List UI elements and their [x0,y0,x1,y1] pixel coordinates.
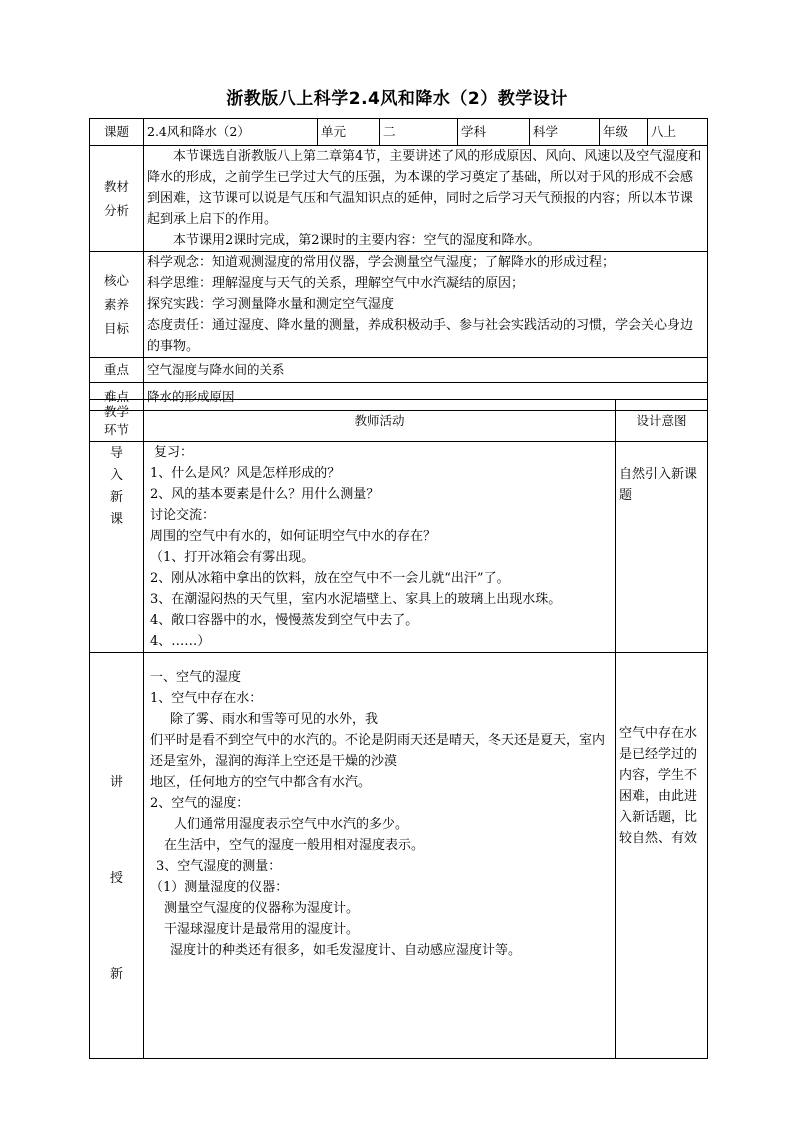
intro-line: 4、敞口容器中的水，慢慢蒸发到空气中去了。 [150,613,419,628]
intro-stage: 导 入 新 课 [90,442,144,653]
lecture-line: 湿度计的种类还有很多，如毛发湿度计、自动感应湿度计等。 [170,943,522,958]
lecture-line: 地区，任何地方的空气中都含有水汽。 [150,775,372,790]
intro-line: 复习： [154,445,194,460]
lecture-line: 3、空气湿度的测量： [156,859,282,874]
key-point-label: 重点 [90,358,144,383]
analysis-label: 教材 分析 [90,146,144,252]
core-content [144,252,708,358]
core-line: 探究实践：学习测量降水量和测定空气湿度 [147,297,395,312]
lecture-line: 们平时是看不到空气中的水汽的。不论是阴雨天还是晴天，冬天还是夏天，室内 还是室外，湿润的海洋上空还是干燥的沙漠 [150,733,606,769]
lecture-activity [144,653,616,1059]
subject-value: 科学 [530,119,600,146]
teacher-activity-header: 教师活动 [144,400,616,442]
analysis-paragraph: 本节课用2课时完成，第2课时的主要内容：空气的湿度和降水。 [173,233,541,248]
lecture-line: 人们通常用湿度表示空气中水汽的多少。 [174,817,409,832]
intro-line: （1、打开冰箱会有雾出现。 [150,550,315,565]
topic-label: 课题 [90,119,144,146]
intro-line: 1、什么是风？风是怎样形成的？ [150,466,341,481]
key-point-value: 空气湿度与降水间的关系 [144,358,708,383]
lecture-line: 除了雾、雨水和雪等可见的水外，我 [170,712,379,727]
unit-value: 二 [380,119,458,146]
lecture-line: 干湿球湿度计是最常用的湿度计。 [164,922,360,937]
lecture-stage: 讲 授 新 [90,653,144,1059]
unit-label: 单元 [318,119,380,146]
difficulty-label: 难点 [90,383,144,411]
intro-line: 3、在潮湿闷热的天气里，室内水泥墙壁上、家具上的玻璃上出现水珠。 [150,592,562,607]
design-intent-header: 设计意图 [616,400,708,442]
core-line: 态度责任：通过湿度、降水量的测量，养成积极动手、参与社会实践活动的习惯，学会关心身边的事物。 [147,318,694,354]
intro-activity [144,442,616,653]
analysis-paragraph: 本节课选自浙教版八上第二章第4节，主要讲述了风的形成原因、风向、风速以及空气湿度和降水的形成，之前学生已学过大气的压强，为本课的学习奠定了基础，所以对于风的形成不会感到困难，这节课可以说是气压和气温知识点的延伸，同时之后学习天气预报的内容；所以本节课起到承上启下的作用。 [147,149,702,227]
grade-value: 八上 [648,119,708,146]
intro-line: 周围的空气中有水的，如何证明空气中水的存在？ [150,529,437,544]
lecture-line: 1、空气中存在水： [150,691,263,706]
core-line: 科学思维：理解湿度与天气的关系，理解空气中水汽凝结的原因； [147,276,525,291]
grade-label: 年级 [600,119,648,146]
lecture-intent: 空气中存在水是已经学过的内容，学生不困难，由此进入新话题，比较自然、有效 [616,653,708,1059]
lecture-line: 一、空气的湿度 [150,670,242,685]
difficulty-value: 降水的形成原因 [144,383,708,411]
topic-value: 2.4风和降水（2） [144,119,318,146]
info-table [89,118,708,411]
intro-line: 2、风的基本要素是什么？用什么测量？ [150,487,380,502]
intro-line: 讨论交流： [150,508,216,523]
lecture-line: （1）测量湿度的仪器： [150,880,289,895]
analysis-content [144,146,708,252]
page-title: 浙教版八上科学2.4风和降水（2）教学设计 [226,89,568,109]
lecture-line: 在生活中，空气的湿度一般用相对湿度表示。 [164,838,425,853]
subject-label: 学科 [458,119,530,146]
core-label: 核心 素养 目标 [90,252,144,358]
intro-intent: 自然引入新课题 [616,442,708,653]
intro-line: 2、刚从冰箱中拿出的饮料，放在空气中不一会儿就“出汗”了。 [150,571,510,586]
process-table [89,399,708,1059]
intro-line: 4、……） [150,634,211,649]
stage-header: 教学 环节 [90,400,144,442]
lecture-line: 测量空气湿度的仪器称为湿度计。 [164,901,360,916]
lecture-line: 2、空气的湿度： [150,796,250,811]
core-line: 科学观念：知道观测湿度的常用仪器，学会测量空气湿度；了解降水的形成过程； [147,255,616,270]
